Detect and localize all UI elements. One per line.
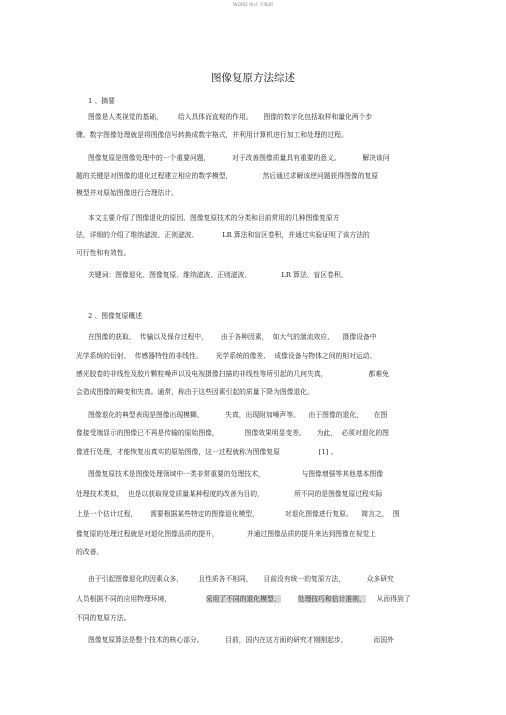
abstract-line-2: 骤。数字图像处理就是将图像信号转换成数字格式，并利用计算机进行加工和处理的过程。	[76, 131, 348, 139]
overview-line-14-tail: 从而得到了	[376, 595, 411, 603]
abstract-line-3: 图像复原是图像处理中的一个重要问题， 对于改善图像质量具有重要的意义。 解决该问	[88, 154, 390, 162]
overview-line-2: 光学系统的衍射、 传感器特性的非线性、 光学系统的像差、 成像设备与物体之间的相对运动、	[76, 352, 377, 360]
overview-line-5: 图像退化的典型表现是图像出现模糊、 失真，出现附加噪声等。 由于图像的退化， 在图	[88, 411, 388, 419]
overview-line-10: 上是一个估计过程， 需要根据某些特定的图像退化模型， 对退化图像进行复原。 简言之， 图	[76, 510, 400, 518]
abstract-line-8: 可行性和有效性。	[76, 249, 131, 257]
overview-line-9: 处理技术类似， 也是以获取视觉质量某种程度的改善为目的， 所不同的是图像复原过程实际	[76, 490, 383, 498]
highlight-1: 采用了不同的退化模型、	[205, 595, 281, 603]
abstract-line-5: 模型并对原始图像进行合理估计。	[76, 189, 178, 197]
abstract-line-1: 图像是人类视觉的基础， 给人具体而直观的作用。 图像的数字化包括取样和量化两个步	[88, 113, 373, 121]
abstract-line-7: 法，详细的介绍了维纳滤波、正则滤波、 LR 算法和盲区卷积，并通过实验证明了该方法的	[76, 231, 370, 239]
overview-line-7: 像进行处理，才能恢复出真实的原始图像，这一过程就称为图像复原 [1] 。	[76, 448, 338, 456]
overview-line-12: 的改善。	[76, 548, 104, 556]
abstract-line-4: 题的关键是对图像的退化过程建立相应的数学模型， 然后通过求解该逆问题获得图像的复原	[76, 172, 379, 180]
document-title: 图像复原方法综述	[211, 72, 295, 84]
abstract-line-6: 本文主要介绍了图像退化的原因、图像复原技术的分类和目前常用的几种图像复原方	[88, 214, 340, 222]
overview-line-1: 在图像的获取、 传输以及保存过程中， 由于各种因素， 如大气的湍流效应、 摄像设备中	[88, 333, 377, 341]
overview-line-3: 感光胶卷的非线性及胶片颗粒噪声以及电视摄像扫描的非线性等所引起的几何失真， 都难免	[76, 370, 389, 378]
overview-line-6: 像接受端显示的图像已不再是传输的原始图像， 图像效果明显变差。 为此， 必须对退化的图	[76, 429, 389, 437]
overview-line-8: 图像复原技术是图像处理领域中一类非常重要的处理技术， 与图像增强等其他基本图像	[88, 470, 384, 478]
overview-line-15: 不同的复原方法。	[76, 614, 131, 622]
overview-line-11: 像复原的处理过程就是对退化图像品质的提升， 并通过图像品质的提升来达到图像在视觉上	[76, 530, 376, 538]
overview-line-16: 图像复原算法是整个技术的核心部分。 目前，国内在这方面的研究才刚刚起步， 而国外	[88, 636, 394, 644]
header-note: WORD 格式 可编辑	[233, 3, 273, 8]
highlight-2: 处理技巧和估计准则，	[297, 595, 366, 603]
overview-heading: 2 、图像复原概述	[88, 312, 143, 320]
overview-line-14	[76, 595, 411, 603]
overview-line-14-start: 人员根据不同的应用物理环境，	[76, 595, 172, 603]
keywords-line: 关键词：图像退化、图像复原、维纳滤波、正则滤波、 LR 算法、盲区卷积、	[88, 271, 348, 279]
abstract-heading: 1 、摘要	[88, 97, 115, 105]
overview-line-13: 由于引起图像退化的因素众多， 且性质各不相同， 目前没有统一的复原方法， 众多研究	[88, 575, 394, 583]
overview-line-4: 会造成图像的畸变和失真。通常，称由于这些因素引起的质量下降为图像退化。	[76, 388, 314, 396]
